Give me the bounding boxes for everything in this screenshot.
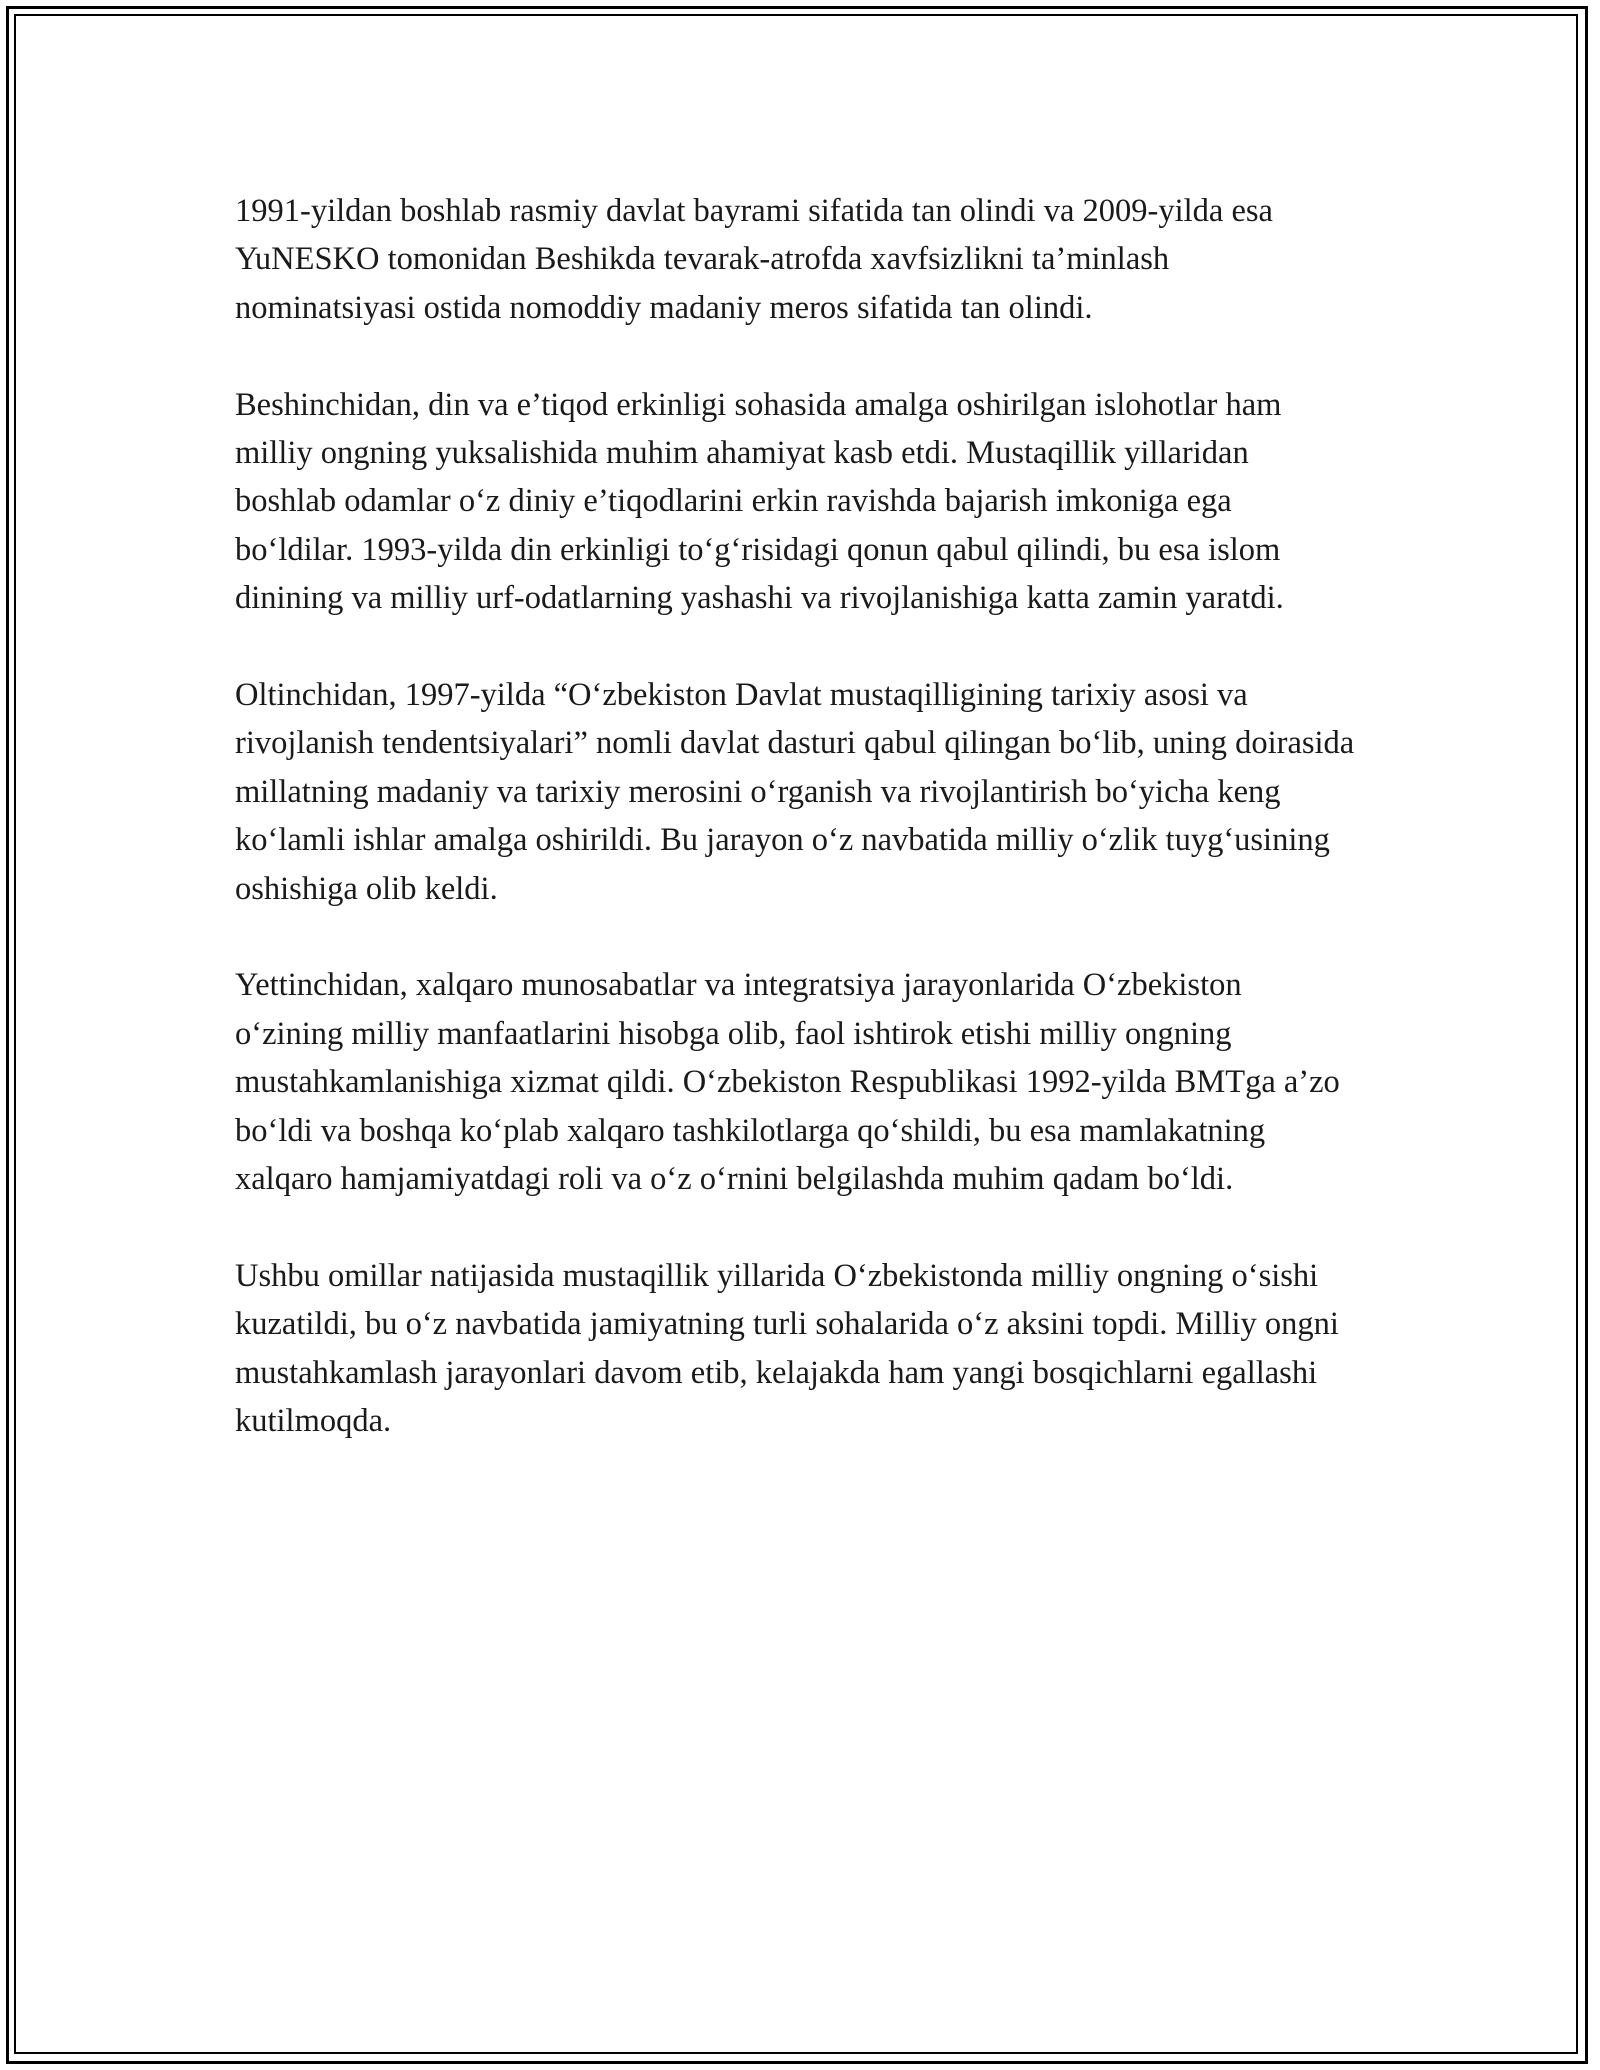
document-body (235, 187, 1355, 1494)
paragraph-3: Oltinchidan, 1997-yilda “O‘zbekiston Davlat mustaqilligining tarixiy asosi va rivojlanish tendentsiyalari” nomli davlat dasturi qabul qilingan bo‘lib, uning doirasida millatning madaniy va tarixiy merosini o‘rganish va rivojlantirish bo‘yicha keng ko‘lamli ishlar amalga oshirildi. Bu jarayon o‘z navbatida milliy o‘zlik tuyg‘usining oshishiga olib keldi. (235, 677, 1355, 907)
paragraph-1: 1991-yildan boshlab rasmiy davlat bayrami sifatida tan olindi va 2009-yilda esa YuNESKO tomonidan Beshikda tevarak-atrofda xavfsizlikni ta’minlash nominatsiyasi ostida nomoddiy madaniy meros sifatida tan olindi. (235, 193, 1273, 326)
paragraph-5: Ushbu omillar natijasida mustaqillik yillarida O‘zbekistonda milliy ongning o‘sishi kuzatildi, bu o‘z navbatida jamiyatning turli sohalarida o‘z aksini topdi. Milliy ongni mustahkamlash jarayonlari davom etib, kelajakda ham yangi bosqichlarni egallashi kutilmoqda. (235, 1257, 1339, 1440)
paragraph-4: Yettinchidan, xalqaro munosabatlar va integratsiya jarayonlarida O‘zbekiston o‘zining milliy manfaatlarini hisobga olib, faol ishtirok etishi milliy ongning mustahkamlanishiga xizmat qildi. O‘zbekiston Respublikasi 1992-yilda BMTga a’zo bo‘ldi va boshqa ko‘plab xalqaro tashkilotlarga qo‘shildi, bu esa mamlakatning xalqaro hamjamiyatdagi roli va o‘z o‘rnini belgilashda muhim qadam bo‘ldi. (235, 967, 1340, 1198)
paragraph-2: Beshinchidan, din va e’tiqod erkinligi sohasida amalga oshirilgan islohotlar ham milliy ongning yuksalishida muhim ahamiyat kasb etdi. Mustaqillik yillaridan boshlab odamlar o‘z diniy e’tiqodlarini erkin ravishda bajarish imkoniga ega bo‘ldilar. 1993-yilda din erkinligi to‘g‘risidagi qonun qabul qilindi, bu esa islom dinining va milliy urf-odatlarning yashashi va rivojlanishiga katta zamin yaratdi. (235, 386, 1284, 617)
